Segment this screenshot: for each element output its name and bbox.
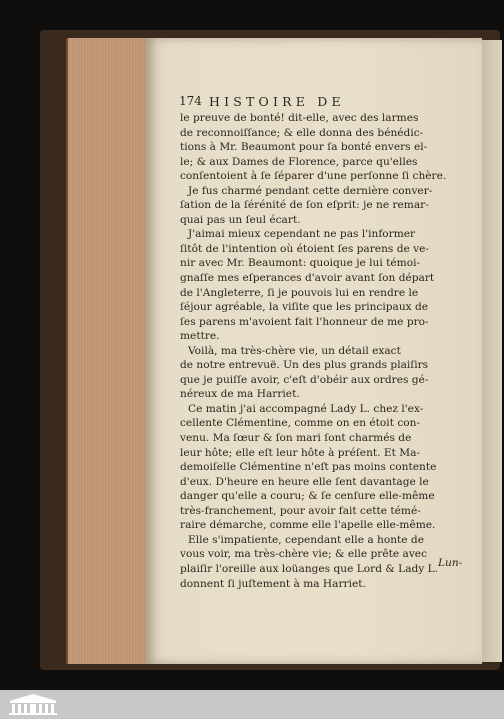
text-line: vous voir, ma très-chère vie; & elle prête avec: [180, 548, 428, 561]
running-title: HISTOIRE DE: [209, 94, 345, 109]
text-line: Voilà, ma très-chère vie, un détail exact: [188, 344, 401, 357]
text-line: cellente Clémentine, comme on en étoit con-: [180, 417, 421, 430]
catchword: Lun-: [438, 557, 463, 569]
text-line: Elle s'impatiente, cependant elle a honte de: [188, 533, 424, 546]
library-building-icon: [6, 692, 60, 717]
text-line: ſation de la ſérénité de ſon eſprit: je ne remar-: [180, 199, 429, 212]
text-line: raire démarche, comme elle l'apelle elle-même.: [180, 519, 436, 532]
text-line: quai pas un ſeul écart.: [180, 213, 301, 226]
text-line: le preuve de bonté! dit-elle, avec des larmes: [180, 112, 419, 124]
text-line: Je fus charmé pendant cette dernière conver-: [188, 184, 433, 197]
text-line: donnent ſi juſtement à ma Harriet.: [180, 577, 366, 590]
body-text: [180, 111, 466, 591]
text-line: que je puiſſe avoir, c'eſt d'obéir aux ordres gé-: [180, 373, 429, 386]
facing-page-edge: [482, 40, 502, 662]
text-line: nir avec Mr. Beaumont: quoique je lui témoi-: [180, 257, 421, 270]
text-line: de l'Angleterre, ſi je pouvois lui en rendre le: [180, 286, 419, 299]
text-line: leur hôte; elle eſt leur hôte à préſent. Et Ma-: [180, 446, 420, 459]
page-edges: [66, 38, 150, 664]
text-line: de reconnoiſſance; & elle donna des bénédic-: [180, 126, 424, 139]
text-line: ſes parens m'avoient fait l'honneur de me pro-: [180, 315, 429, 328]
text-line: très-franchement, pour avoir fait cette témé-: [180, 504, 421, 517]
text-line: mettre.: [180, 330, 220, 343]
text-line: néreux de ma Harriet.: [180, 388, 300, 401]
viewer-footer-bar: [0, 690, 504, 719]
text-line: gnaſſe mes eſperances d'avoir avant ſon départ: [180, 272, 435, 285]
text-line: le; & aux Dames de Florence, parce qu'elles: [180, 155, 418, 168]
page-number: 174: [179, 94, 202, 108]
text-line: ſéjour agréable, la viſite que les principaux de: [180, 301, 429, 314]
page-header: [179, 94, 479, 110]
text-line: J'aimai mieux cependant ne pas l'informer: [188, 228, 416, 241]
text-line: Ce matin j'ai accompagné Lady L. chez l'ex-: [188, 402, 424, 415]
text-line: venu. Ma ſœur & ſon mari ſont charmés de: [180, 432, 412, 445]
text-line: ſitôt de l'intention où étoient ſes parens de ve-: [180, 242, 429, 255]
text-line: tions à Mr. Beaumont pour ſa bonté envers el-: [180, 141, 428, 154]
text-line: d'eux. D'heure en heure elle ſent davantage le: [180, 475, 429, 488]
text-line: de notre entrevuë. Un des plus grands plaiſirs: [180, 359, 429, 372]
text-line: plaiſir l'oreille aux loüanges que Lord & Lady L.: [180, 562, 439, 575]
text-line: demoiſelle Clémentine n'eſt pas moins contente: [180, 461, 437, 474]
text-line: conſentoient à ſe ſéparer d'une perſonne ſi chère.: [180, 170, 447, 183]
text-line: danger qu'elle a couru; & ſe cenſure elle-même: [180, 490, 435, 503]
